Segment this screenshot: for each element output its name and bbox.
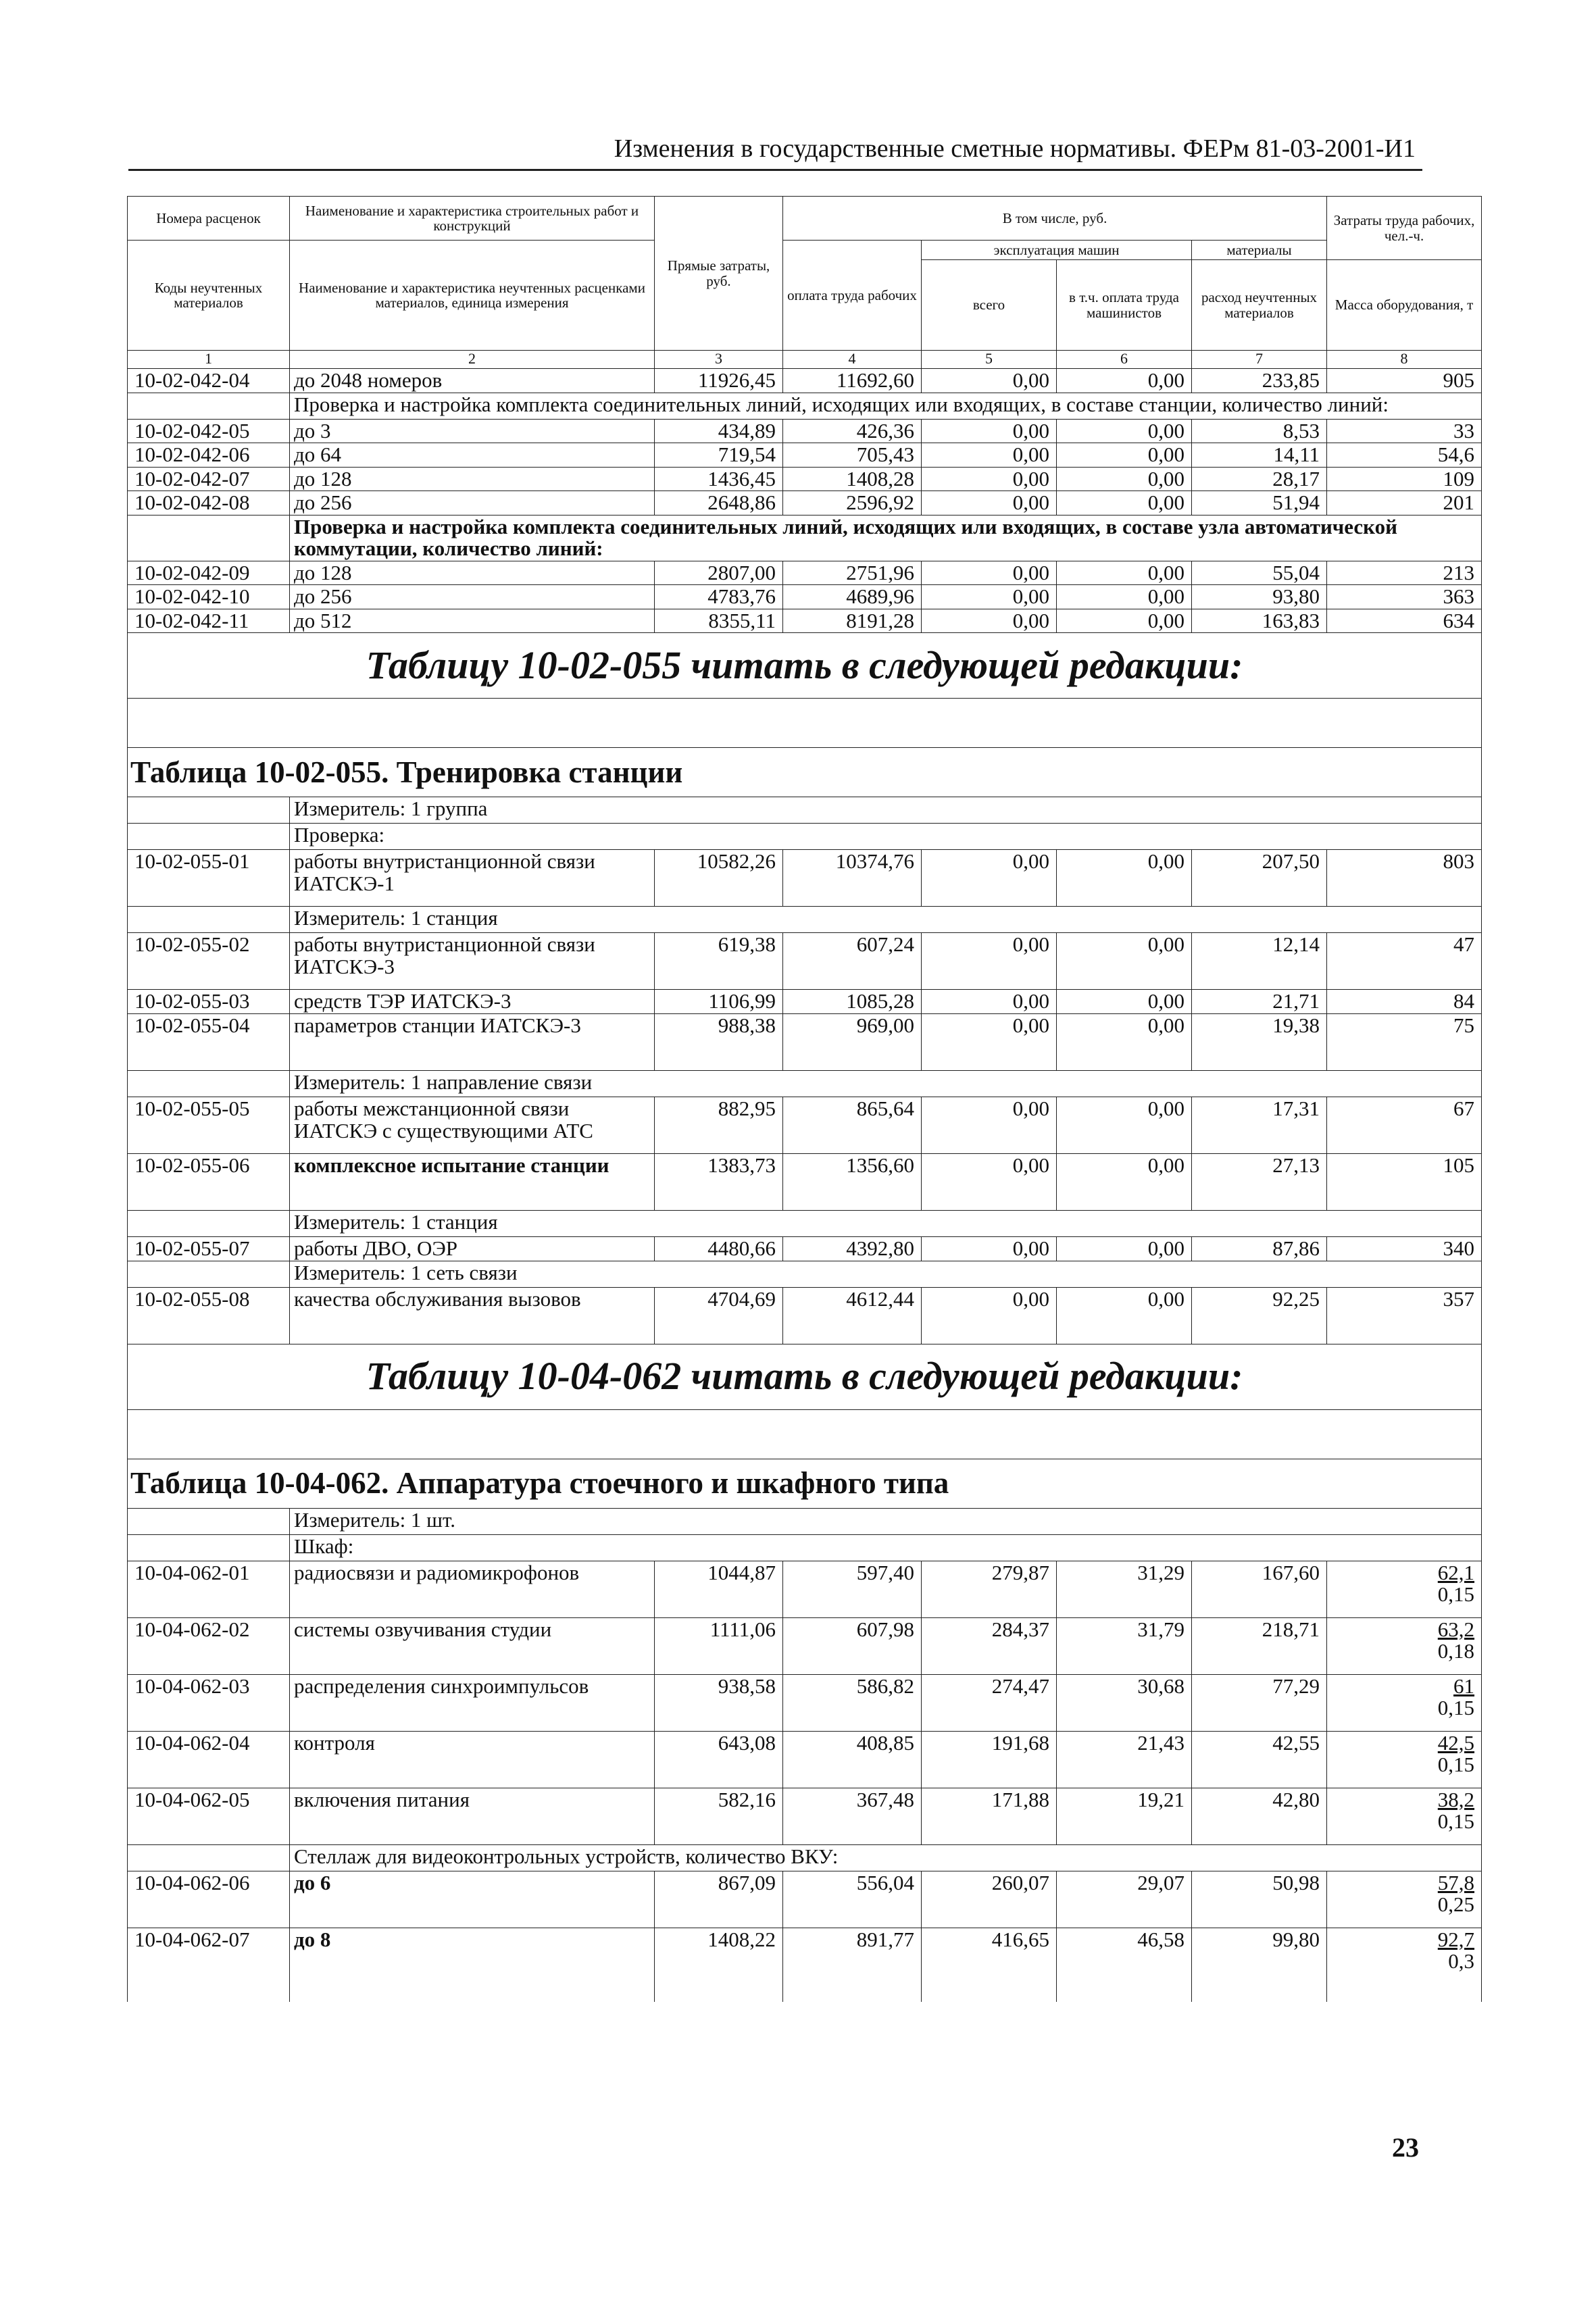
rate-code: 10-04-062-07: [128, 1928, 290, 2002]
equipment-mass: 0,15: [1437, 1582, 1475, 1607]
labor-hours: 62,1: [1437, 1560, 1475, 1584]
labor-hours-and-mass: [1327, 1871, 1482, 1928]
materials: 77,29: [1192, 1674, 1327, 1731]
column-number: 4: [783, 351, 922, 369]
table-row: [128, 850, 1482, 907]
rate-name: до 2048 номеров: [290, 369, 655, 393]
direct-costs: 988,38: [655, 1014, 783, 1071]
machinist-pay: 0,00: [1057, 1237, 1192, 1261]
materials: 14,11: [1192, 443, 1327, 468]
table-row: [128, 933, 1482, 990]
header-machines: эксплуатация машин: [922, 241, 1192, 260]
machinist-pay: 0,00: [1057, 491, 1192, 515]
machinist-pay: 0,00: [1057, 850, 1192, 907]
rate-name: работы межстанционной связи ИАТСКЭ с существующими АТС: [290, 1097, 655, 1154]
rate-code: 10-04-062-02: [128, 1617, 290, 1674]
worker-pay: 426,36: [783, 419, 922, 443]
labor-hours: 57,8: [1437, 1870, 1475, 1894]
rates-document: [127, 196, 1481, 2002]
machinist-pay: 0,00: [1057, 443, 1192, 468]
machines-total: 0,00: [922, 491, 1057, 515]
materials: 21,71: [1192, 990, 1327, 1014]
table-title: Таблица 10-04-062. Аппаратура стоечного и шкафного типа: [128, 1459, 1482, 1508]
table-row: [128, 1014, 1482, 1071]
rate-code: 10-02-055-03: [128, 990, 290, 1014]
machines-total: 0,00: [922, 369, 1057, 393]
table-row: [128, 1674, 1482, 1731]
table-row: [128, 1788, 1482, 1844]
worker-pay: 1356,60: [783, 1154, 922, 1211]
worker-pay: 2596,92: [783, 491, 922, 515]
machines-total: 260,07: [922, 1871, 1057, 1928]
direct-costs: 1408,22: [655, 1928, 783, 2002]
rate-code: 10-04-062-05: [128, 1788, 290, 1844]
labor-hours: 340: [1327, 1237, 1482, 1261]
table-row: [128, 1287, 1482, 1344]
labor-hours: 63,2: [1437, 1617, 1475, 1641]
table-row: [128, 1731, 1482, 1788]
header-names-top: Наименование и характеристика строительных работ и конструкций: [290, 197, 655, 241]
machinist-pay: 29,07: [1057, 1871, 1192, 1928]
rate-name: до 512: [290, 609, 655, 633]
rate-code: 10-02-042-08: [128, 491, 290, 515]
table-row: [128, 443, 1482, 468]
group-heading-row: [128, 824, 1482, 850]
table-row: [128, 1561, 1482, 1617]
rate-name: до 128: [290, 467, 655, 491]
rate-code: 10-02-055-04: [128, 1014, 290, 1071]
machinist-pay: 0,00: [1057, 1014, 1192, 1071]
spacer-row: [128, 699, 1482, 748]
equipment-mass: 0,25: [1437, 1892, 1475, 1917]
rate-name: средств ТЭР ИАТСКЭ-3: [290, 990, 655, 1014]
column-number: 1: [128, 351, 290, 369]
header-including: В том числе, руб.: [783, 197, 1327, 241]
rate-name: до 128: [290, 561, 655, 585]
worker-pay: 891,77: [783, 1928, 922, 2002]
materials: 51,94: [1192, 491, 1327, 515]
rate-name: распределения синхроимпульсов: [290, 1674, 655, 1731]
machinist-pay: 0,00: [1057, 467, 1192, 491]
worker-pay: 4612,44: [783, 1287, 922, 1344]
equipment-mass: 0,15: [1437, 1809, 1475, 1834]
machines-total: 0,00: [922, 443, 1057, 468]
machinist-pay: 0,00: [1057, 419, 1192, 443]
column-number: 6: [1057, 351, 1192, 369]
worker-pay: 597,40: [783, 1561, 922, 1617]
header-codes-top: Номера расценок: [128, 197, 290, 241]
machines-total: 0,00: [922, 419, 1057, 443]
rate-code: 10-02-055-06: [128, 1154, 290, 1211]
spacer-row: [128, 1409, 1482, 1459]
machines-total: 0,00: [922, 933, 1057, 990]
labor-hours: 213: [1327, 561, 1482, 585]
materials: 92,25: [1192, 1287, 1327, 1344]
materials: 28,17: [1192, 467, 1327, 491]
rate-code: 10-02-042-06: [128, 443, 290, 468]
direct-costs: 2807,00: [655, 561, 783, 585]
header-direct-costs: Прямые затраты, руб.: [655, 197, 783, 351]
machines-total: 0,00: [922, 1097, 1057, 1154]
redaction-row: [128, 633, 1482, 699]
labor-hours: 47: [1327, 933, 1482, 990]
machines-total: 191,68: [922, 1731, 1057, 1788]
measurer-label: Измеритель: 1 группа: [290, 797, 1482, 824]
worker-pay: 4689,96: [783, 585, 922, 609]
direct-costs: 867,09: [655, 1871, 783, 1928]
worker-pay: 969,00: [783, 1014, 922, 1071]
header-row-2: [128, 241, 1482, 260]
direct-costs: 643,08: [655, 1731, 783, 1788]
machines-total: 0,00: [922, 561, 1057, 585]
header-materials-use: расход неучтенных материалов: [1192, 260, 1327, 351]
worker-pay: 607,98: [783, 1617, 922, 1674]
machinist-pay: 0,00: [1057, 1287, 1192, 1344]
rate-code: 10-02-042-05: [128, 419, 290, 443]
materials: 163,83: [1192, 609, 1327, 633]
materials: 167,60: [1192, 1561, 1327, 1617]
rate-code: 10-02-042-04: [128, 369, 290, 393]
machines-total: 416,65: [922, 1928, 1057, 2002]
measurer-row: [128, 1071, 1482, 1097]
table-row: [128, 990, 1482, 1014]
measurer-label: Измеритель: 1 станция: [290, 907, 1482, 933]
direct-costs: 11926,45: [655, 369, 783, 393]
rate-name: радиосвязи и радиомикрофонов: [290, 1561, 655, 1617]
machines-total: 0,00: [922, 850, 1057, 907]
measurer-row: [128, 1508, 1482, 1534]
machines-total: 0,00: [922, 585, 1057, 609]
header-materials: материалы: [1192, 241, 1327, 260]
rate-code: 10-02-055-05: [128, 1097, 290, 1154]
table-row: [128, 491, 1482, 515]
table-row: [128, 369, 1482, 393]
machinist-pay: 31,29: [1057, 1561, 1192, 1617]
column-number: 3: [655, 351, 783, 369]
worker-pay: 10374,76: [783, 850, 922, 907]
materials: 233,85: [1192, 369, 1327, 393]
table-row: [128, 1154, 1482, 1211]
labor-hours: 363: [1327, 585, 1482, 609]
rate-code: 10-02-055-07: [128, 1237, 290, 1261]
materials: 42,80: [1192, 1788, 1327, 1844]
rate-name: работы ДВО, ОЭР: [290, 1237, 655, 1261]
table-row: [128, 585, 1482, 609]
measurer-label: Измеритель: 1 станция: [290, 1211, 1482, 1237]
rate-code: 10-02-042-11: [128, 609, 290, 633]
redaction-row: [128, 1344, 1482, 1409]
machinist-pay: 0,00: [1057, 369, 1192, 393]
direct-costs: 4480,66: [655, 1237, 783, 1261]
machines-total: 0,00: [922, 1237, 1057, 1261]
header-labor-hours: Затраты труда рабочих, чел.-ч.: [1327, 197, 1482, 260]
direct-costs: 1106,99: [655, 990, 783, 1014]
table-row: [128, 1237, 1482, 1261]
machinist-pay: 46,58: [1057, 1928, 1192, 2002]
machines-total: 0,00: [922, 990, 1057, 1014]
machinist-pay: 0,00: [1057, 585, 1192, 609]
equipment-mass: 0,3: [1448, 1949, 1475, 1973]
rate-name: контроля: [290, 1731, 655, 1788]
machinist-pay: 19,21: [1057, 1788, 1192, 1844]
labor-hours: 33: [1327, 419, 1482, 443]
labor-hours: 42,5: [1437, 1730, 1475, 1755]
header-codes-bottom: Коды неучтенных материалов: [128, 241, 290, 351]
direct-costs: 1044,87: [655, 1561, 783, 1617]
measurer-row: [128, 1261, 1482, 1287]
machines-total: 0,00: [922, 1014, 1057, 1071]
machines-total: 0,00: [922, 1287, 1057, 1344]
column-number: 2: [290, 351, 655, 369]
materials: 27,13: [1192, 1154, 1327, 1211]
rate-code: 10-04-062-01: [128, 1561, 290, 1617]
header-worker-pay: оплата труда рабочих: [783, 241, 922, 351]
machinist-pay: 0,00: [1057, 561, 1192, 585]
table-title-row: [128, 748, 1482, 797]
rate-name: параметров станции ИАТСКЭ-3: [290, 1014, 655, 1071]
labor-hours-and-mass: [1327, 1561, 1482, 1617]
labor-hours-and-mass: [1327, 1674, 1482, 1731]
materials: 55,04: [1192, 561, 1327, 585]
materials: 19,38: [1192, 1014, 1327, 1071]
rate-name: работы внутристанционной связи ИАТСКЭ-1: [290, 850, 655, 907]
rate-code: 10-02-042-10: [128, 585, 290, 609]
redaction-note: Таблицу 10-02-055 читать в следующей редакции:: [128, 633, 1482, 699]
machinist-pay: 0,00: [1057, 1154, 1192, 1211]
rate-name: до 3: [290, 419, 655, 443]
rate-name: до 64: [290, 443, 655, 468]
table-row: [128, 609, 1482, 633]
rate-code: 10-02-042-09: [128, 561, 290, 585]
rate-code: 10-04-062-03: [128, 1674, 290, 1731]
rate-code: 10-02-055-02: [128, 933, 290, 990]
rate-name: до 256: [290, 491, 655, 515]
labor-hours: 61: [1453, 1674, 1475, 1698]
materials: 8,53: [1192, 419, 1327, 443]
section-heading: Проверка и настройка комплекта соединительных линий, исходящих или входящих, в составе узла автоматической коммутации, количество линий:: [290, 515, 1482, 561]
rate-code: 10-02-055-08: [128, 1287, 290, 1344]
direct-costs: 719,54: [655, 443, 783, 468]
group-heading: Стеллаж для видеоконтрольных устройств, количество ВКУ:: [290, 1844, 1482, 1871]
measurer-label: Измеритель: 1 направление связи: [290, 1071, 1482, 1097]
machinist-pay: 0,00: [1057, 1097, 1192, 1154]
materials: 42,55: [1192, 1731, 1327, 1788]
direct-costs: 10582,26: [655, 850, 783, 907]
materials: 93,80: [1192, 585, 1327, 609]
machines-total: 0,00: [922, 609, 1057, 633]
header-equipment-mass: Масса оборудования, т: [1327, 260, 1482, 351]
worker-pay: 586,82: [783, 1674, 922, 1731]
labor-hours: 84: [1327, 990, 1482, 1014]
machines-total: 284,37: [922, 1617, 1057, 1674]
direct-costs: 4783,76: [655, 585, 783, 609]
labor-hours: 634: [1327, 609, 1482, 633]
rate-code: 10-04-062-06: [128, 1871, 290, 1928]
column-number: 7: [1192, 351, 1327, 369]
measurer-label: Измеритель: 1 сеть связи: [290, 1261, 1482, 1287]
labor-hours-and-mass: [1327, 1617, 1482, 1674]
machines-total: 171,88: [922, 1788, 1057, 1844]
labor-hours: 38,2: [1437, 1787, 1475, 1811]
labor-hours-and-mass: [1327, 1731, 1482, 1788]
direct-costs: 1111,06: [655, 1617, 783, 1674]
machines-total: 0,00: [922, 1154, 1057, 1211]
worker-pay: 367,48: [783, 1788, 922, 1844]
table-row: [128, 419, 1482, 443]
table-row: [128, 1928, 1482, 2002]
direct-costs: 882,95: [655, 1097, 783, 1154]
rate-name: работы внутристанционной связи ИАТСКЭ-3: [290, 933, 655, 990]
labor-hours: 905: [1327, 369, 1482, 393]
worker-pay: 865,64: [783, 1097, 922, 1154]
machinist-pay: 0,00: [1057, 933, 1192, 990]
header-machines-total: всего: [922, 260, 1057, 351]
rate-name: комплексное испытание станции: [290, 1154, 655, 1211]
worker-pay: 1085,28: [783, 990, 922, 1014]
table-row: [128, 561, 1482, 585]
group-heading-row: [128, 1534, 1482, 1561]
materials: 50,98: [1192, 1871, 1327, 1928]
labor-hours: 803: [1327, 850, 1482, 907]
running-header: [128, 128, 1422, 171]
rate-name: качества обслуживания вызовов: [290, 1287, 655, 1344]
direct-costs: 8355,11: [655, 609, 783, 633]
direct-costs: 582,16: [655, 1788, 783, 1844]
labor-hours: 201: [1327, 491, 1482, 515]
table-row: [128, 1871, 1482, 1928]
direct-costs: 4704,69: [655, 1287, 783, 1344]
measurer-row: [128, 797, 1482, 824]
table-row: [128, 1617, 1482, 1674]
labor-hours-and-mass: [1327, 1788, 1482, 1844]
page-number: 23: [1392, 2132, 1419, 2163]
direct-costs: 938,58: [655, 1674, 783, 1731]
direct-costs: 1436,45: [655, 467, 783, 491]
labor-hours-and-mass: [1327, 1928, 1482, 2002]
column-number: 5: [922, 351, 1057, 369]
worker-pay: 4392,80: [783, 1237, 922, 1261]
direct-costs: 434,89: [655, 419, 783, 443]
labor-hours: 54,6: [1327, 443, 1482, 468]
labor-hours: 67: [1327, 1097, 1482, 1154]
machines-total: 274,47: [922, 1674, 1057, 1731]
machinist-pay: 30,68: [1057, 1674, 1192, 1731]
section-heading-row: [128, 393, 1482, 419]
column-numbers-row: [128, 351, 1482, 369]
labor-hours: 75: [1327, 1014, 1482, 1071]
table-row: [128, 1097, 1482, 1154]
worker-pay: 556,04: [783, 1871, 922, 1928]
rate-name: до 8: [290, 1928, 655, 2002]
materials: 87,86: [1192, 1237, 1327, 1261]
rate-name: до 256: [290, 585, 655, 609]
worker-pay: 408,85: [783, 1731, 922, 1788]
group-heading: Шкаф:: [290, 1534, 1482, 1561]
measurer-row: [128, 907, 1482, 933]
materials: 17,31: [1192, 1097, 1327, 1154]
machinist-pay: 31,79: [1057, 1617, 1192, 1674]
header-row-1: [128, 197, 1482, 241]
table-row: [128, 467, 1482, 491]
rate-name: до 6: [290, 1871, 655, 1928]
rate-code: 10-02-055-01: [128, 850, 290, 907]
worker-pay: 705,43: [783, 443, 922, 468]
rate-code: 10-04-062-04: [128, 1731, 290, 1788]
equipment-mass: 0,15: [1437, 1696, 1475, 1720]
header-names-bottom: Наименование и характеристика неучтенных расценками материалов, единица измерения: [290, 241, 655, 351]
table-title-row: [128, 1459, 1482, 1508]
equipment-mass: 0,18: [1437, 1639, 1475, 1663]
worker-pay: 2751,96: [783, 561, 922, 585]
materials: 218,71: [1192, 1617, 1327, 1674]
running-title: Изменения в государственные сметные нормативы. ФЕРм 81-03-2001-И1: [614, 134, 1416, 163]
labor-hours: 105: [1327, 1154, 1482, 1211]
rates-table: [127, 196, 1482, 2002]
group-heading: Проверка:: [290, 824, 1482, 850]
rate-name: системы озвучивания студии: [290, 1617, 655, 1674]
materials: 99,80: [1192, 1928, 1327, 2002]
labor-hours: 92,7: [1437, 1927, 1475, 1951]
rate-name: включения питания: [290, 1788, 655, 1844]
machinist-pay: 21,43: [1057, 1731, 1192, 1788]
direct-costs: 619,38: [655, 933, 783, 990]
direct-costs: 1383,73: [655, 1154, 783, 1211]
worker-pay: 1408,28: [783, 467, 922, 491]
group-heading-row: [128, 1844, 1482, 1871]
materials: 207,50: [1192, 850, 1327, 907]
worker-pay: 607,24: [783, 933, 922, 990]
section-heading: Проверка и настройка комплекта соединительных линий, исходящих или входящих, в составе станции, количество линий:: [290, 393, 1482, 419]
labor-hours: 109: [1327, 467, 1482, 491]
table-title: Таблица 10-02-055. Тренировка станции: [128, 748, 1482, 797]
materials: 12,14: [1192, 933, 1327, 990]
rate-code: 10-02-042-07: [128, 467, 290, 491]
labor-hours: 357: [1327, 1287, 1482, 1344]
equipment-mass: 0,15: [1437, 1753, 1475, 1777]
machines-total: 0,00: [922, 467, 1057, 491]
redaction-note: Таблицу 10-04-062 читать в следующей редакции:: [128, 1344, 1482, 1409]
machines-total: 279,87: [922, 1561, 1057, 1617]
worker-pay: 11692,60: [783, 369, 922, 393]
machinist-pay: 0,00: [1057, 609, 1192, 633]
direct-costs: 2648,86: [655, 491, 783, 515]
machinist-pay: 0,00: [1057, 990, 1192, 1014]
header-machinist-pay: в т.ч. оплата труда машинистов: [1057, 260, 1192, 351]
section-heading-row: [128, 515, 1482, 561]
measurer-row: [128, 1211, 1482, 1237]
measurer-label: Измеритель: 1 шт.: [290, 1508, 1482, 1534]
worker-pay: 8191,28: [783, 609, 922, 633]
column-number: 8: [1327, 351, 1482, 369]
